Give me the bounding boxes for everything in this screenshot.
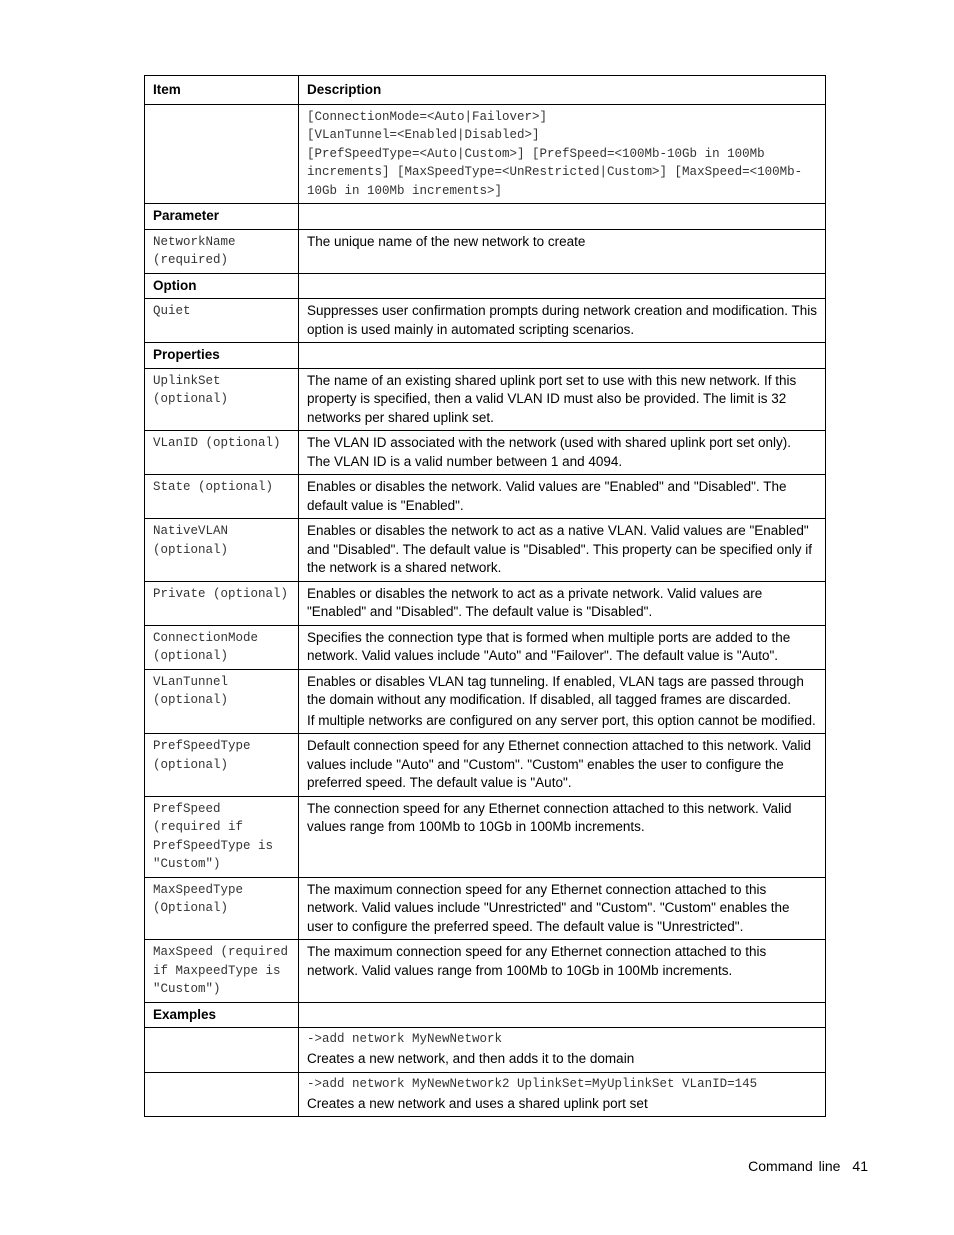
item-name: VLanID (optional) xyxy=(145,431,299,475)
example-command: ->add network MyNewNetwork xyxy=(307,1032,503,1046)
property-row xyxy=(145,669,826,734)
item-name: Quiet xyxy=(145,299,299,343)
example-row xyxy=(145,1028,826,1073)
description-paragraph: Enables or disables the network to act as a private network. Valid values are "Enabled" and "Disabled". The default value is "Disabled". xyxy=(307,585,763,619)
empty-cell xyxy=(299,1002,826,1028)
property-row xyxy=(145,368,826,431)
parameter-row xyxy=(145,229,826,273)
section-row-parameter xyxy=(145,204,826,230)
property-row xyxy=(145,734,826,797)
empty-cell xyxy=(145,1072,299,1117)
section-label-properties: Properties xyxy=(145,343,299,369)
empty-cell xyxy=(145,1028,299,1073)
property-row xyxy=(145,796,826,877)
item-name: VLanTunnel (optional) xyxy=(145,669,299,734)
description-paragraph: The VLAN ID associated with the network (used with shared uplink port set only). The VLAN ID is a valid number between 1 and 4094. xyxy=(307,435,791,469)
item-name: MaxSpeed (required if MaxpeedType is "Custom") xyxy=(145,940,299,1003)
item-description xyxy=(299,431,826,475)
example-command: ->add network MyNewNetwork2 UplinkSet=MyUplinkSet VLanID=145 xyxy=(307,1076,758,1091)
command-table xyxy=(144,75,826,1117)
description-paragraph: The name of an existing shared uplink port set to use with this new network. If this property is specified, then a valid VLAN ID must also be provided. The limit is 32 networks per shared uplink set. xyxy=(307,372,797,425)
example-cell xyxy=(299,1028,826,1073)
section-label-examples: Examples xyxy=(145,1002,299,1028)
description-paragraph: Default connection speed for any Ethernet connection attached to this network. Valid values include "Auto" and "Custom". "Custom" enables the user to configure the preferred speed. The default value is "Auto". xyxy=(307,738,812,790)
item-description xyxy=(299,519,826,582)
item-description xyxy=(299,796,826,877)
property-row xyxy=(145,475,826,519)
property-row xyxy=(145,431,826,475)
item-description xyxy=(299,940,826,1003)
item-description xyxy=(299,299,826,343)
table-header-row xyxy=(145,76,826,105)
section-label-parameter: Parameter xyxy=(145,204,299,230)
header-item: Item xyxy=(145,76,299,105)
example-description: Creates a new network and uses a shared uplink port set xyxy=(307,1095,648,1111)
property-row xyxy=(145,940,826,1003)
empty-cell xyxy=(145,104,299,204)
property-row xyxy=(145,519,826,582)
description-paragraph: Enables or disables VLAN tag tunneling. If enabled, VLAN tags are passed through the domain without any modification. If disabled, all tagged frames are discarded. xyxy=(307,673,804,707)
option-row xyxy=(145,299,826,343)
item-description xyxy=(299,625,826,669)
description-paragraph: The maximum connection speed for any Ethernet connection attached to this network. Valid values range from 100Mb to 10Gb in 100Mb increments. xyxy=(307,944,767,978)
example-description: Creates a new network, and then adds it to the domain xyxy=(307,1051,635,1066)
section-label-option: Option xyxy=(145,273,299,299)
description-paragraph: The connection speed for any Ethernet connection attached to this network. Valid values range from 100Mb to 10Gb in 100Mb increments. xyxy=(307,800,792,834)
page-number: 41 xyxy=(852,1158,868,1174)
item-name: PrefSpeed (required if PrefSpeedType is "Custom") xyxy=(145,796,299,877)
item-name: PrefSpeedType (optional) xyxy=(145,734,299,797)
item-description xyxy=(299,877,826,940)
item-name: Private (optional) xyxy=(145,581,299,625)
item-description xyxy=(299,368,826,431)
description-paragraph: The unique name of the new network to create xyxy=(307,233,586,249)
section-row-examples xyxy=(145,1002,826,1028)
page-footer xyxy=(748,1158,868,1174)
description-paragraph: The maximum connection speed for any Ethernet connection attached to this network. Valid values include "Unrestricted" and "Custom". "Custom" enables the user to configure the preferred speed. The default value is "Unrestricted". xyxy=(307,881,790,934)
empty-cell xyxy=(299,273,826,299)
description-paragraph: Enables or disables the network. Valid values are "Enabled" and "Disabled". The default value is "Enabled". xyxy=(307,479,787,513)
description-paragraph: Suppresses user confirmation prompts during network creation and modification. This option is used mainly in automated scripting scenarios. xyxy=(307,303,818,337)
empty-cell xyxy=(299,343,826,369)
property-row xyxy=(145,877,826,940)
item-name: State (optional) xyxy=(145,475,299,519)
item-name: ConnectionMode (optional) xyxy=(145,625,299,669)
header-description: Description xyxy=(299,76,826,105)
description-paragraph: Enables or disables the network to act as a native VLAN. Valid values are "Enabled" and "Disabled". The default value is "Disabled". This property can be specified only if the network is a shared network. xyxy=(307,523,812,575)
item-name: NativeVLAN (optional) xyxy=(145,519,299,582)
property-row xyxy=(145,581,826,625)
description-paragraph: Specifies the connection type that is formed when multiple ports are added to the network. Valid values include "Auto" and "Failover". The default value is "Auto". xyxy=(307,629,791,663)
section-row-properties xyxy=(145,343,826,369)
item-description xyxy=(299,475,826,519)
description-paragraph: If multiple networks are configured on any server port, this option cannot be modified. xyxy=(307,712,816,728)
example-cell xyxy=(299,1072,826,1117)
item-name: MaxSpeedType (Optional) xyxy=(145,877,299,940)
item-description xyxy=(299,734,826,797)
empty-cell xyxy=(299,204,826,230)
syntax-text: [ConnectionMode=<Auto|Failover>] [VLanTunnel=<Enabled|Disabled>] [PrefSpeedType=<Auto|Custom>] [PrefSpeed=<100Mb-10Gb in 100Mb increments] [MaxSpeedType=<UnRestricted|Custom>] [MaxSpeed=<100Mb-10Gb in 100Mb increments>] xyxy=(299,104,826,204)
item-description xyxy=(299,669,826,734)
example-row xyxy=(145,1072,826,1117)
item-description xyxy=(299,581,826,625)
item-name: NetworkName (required) xyxy=(145,229,299,273)
section-row-option xyxy=(145,273,826,299)
footer-section-title: Command line xyxy=(748,1158,841,1174)
property-row xyxy=(145,625,826,669)
item-name: UplinkSet (optional) xyxy=(145,368,299,431)
syntax-continuation-row xyxy=(145,104,826,204)
item-description xyxy=(299,229,826,273)
